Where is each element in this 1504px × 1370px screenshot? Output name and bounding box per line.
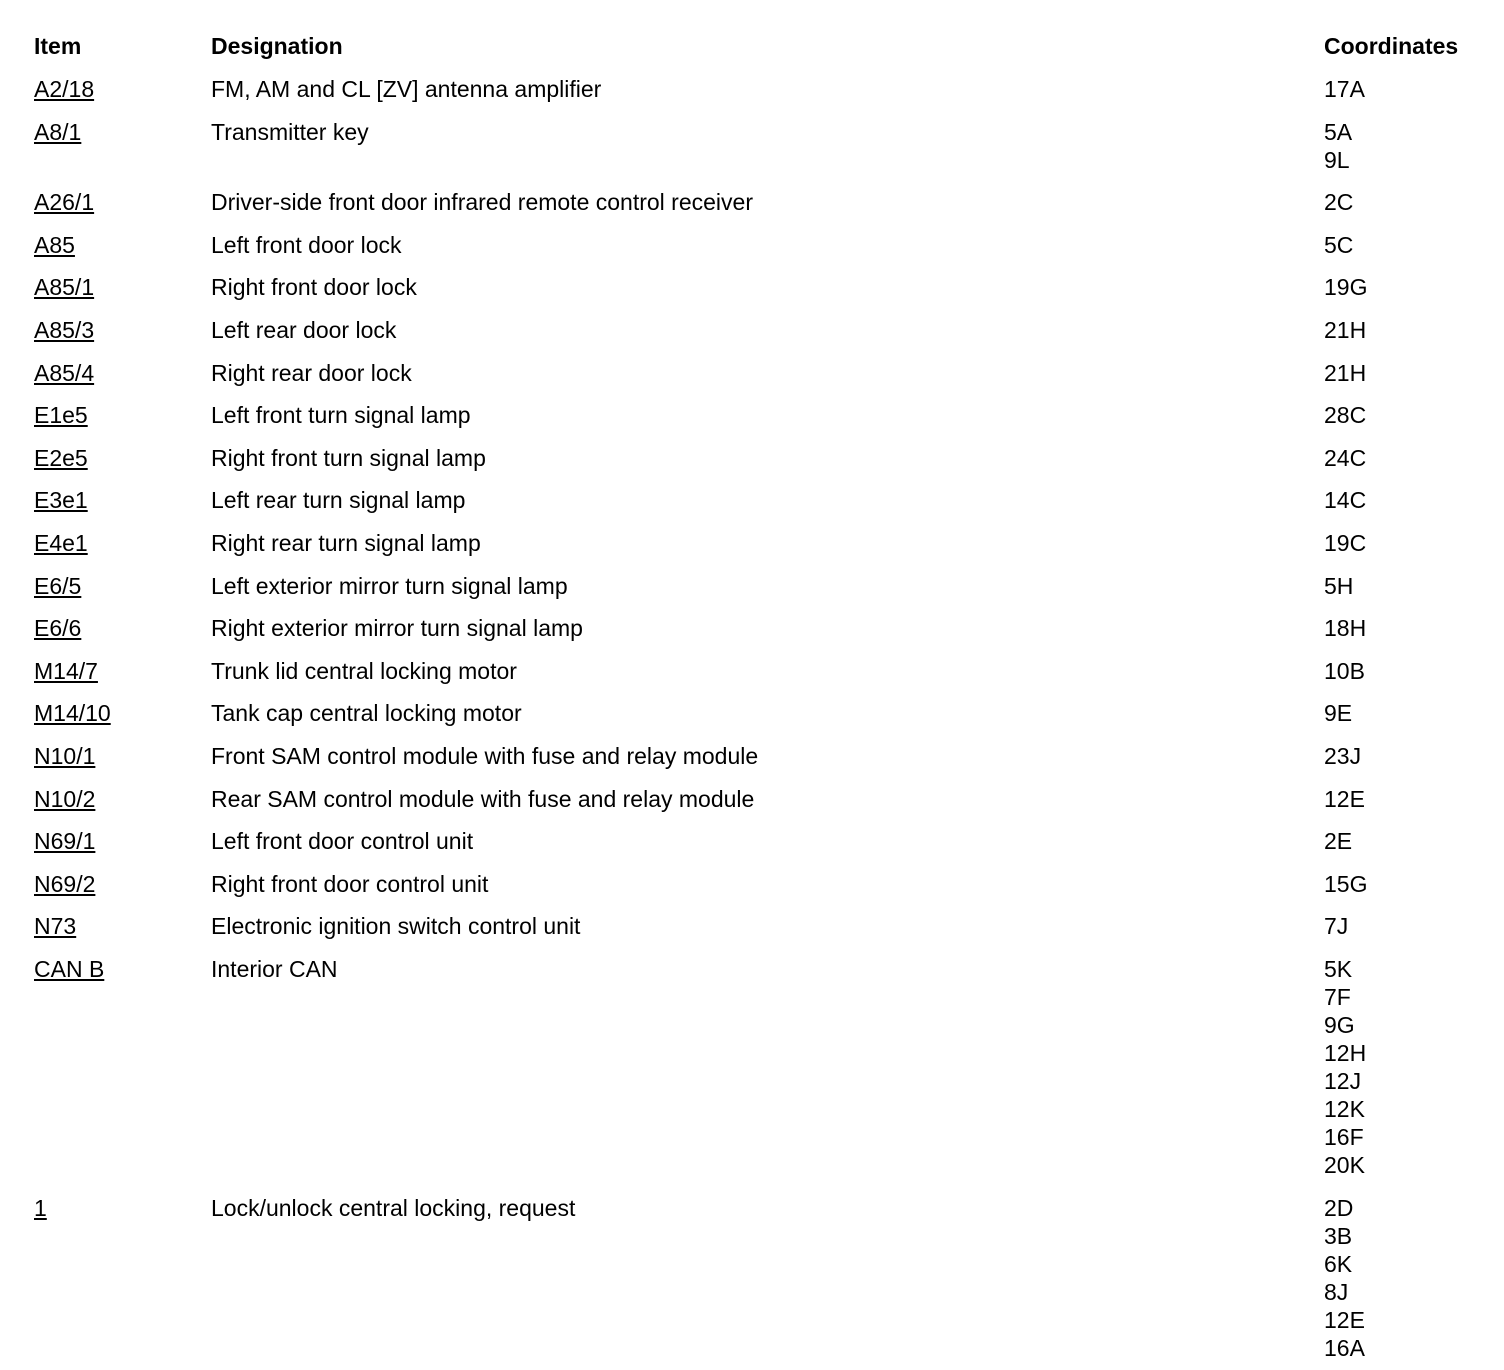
designation-text: Right front turn signal lamp: [211, 444, 486, 471]
item-link[interactable]: N10/2: [34, 785, 96, 812]
coordinates-list: [1324, 614, 1366, 642]
coordinate-value: 10B: [1324, 657, 1365, 684]
coordinates-list: [1324, 870, 1367, 898]
coordinate-value: 7J: [1324, 913, 1349, 940]
coordinate-value: 23J: [1324, 743, 1362, 769]
coordinates-list: [1324, 75, 1365, 103]
coordinates-list: [1324, 316, 1366, 344]
header-coordinates: Coordinates: [1324, 33, 1459, 59]
coordinate-value: 2C: [1324, 189, 1354, 216]
coordinate-value: 5A: [1324, 118, 1353, 145]
coordinates-list: [1324, 785, 1365, 813]
coordinates-list: [1324, 1194, 1365, 1362]
coordinates-list: [1324, 699, 1352, 727]
header-item: Item: [34, 33, 82, 59]
coordinate-value: 28C: [1324, 402, 1367, 429]
header-designation: Designation: [211, 33, 343, 59]
coordinate-value: 12E: [1324, 785, 1365, 812]
item-link[interactable]: N69/1: [34, 828, 96, 855]
coordinate-value: 3B: [1324, 1222, 1353, 1249]
coordinate-value: 20K: [1324, 1152, 1365, 1178]
item-link[interactable]: A85: [34, 231, 75, 258]
designation-text: Left front turn signal lamp: [211, 402, 471, 429]
item-link[interactable]: E4e1: [34, 530, 88, 556]
item-link[interactable]: A26/1: [34, 189, 95, 216]
coordinate-value: 5H: [1324, 572, 1354, 599]
coordinate-value: 15G: [1324, 870, 1368, 897]
coordinate-value: 5K: [1324, 956, 1353, 982]
designation-text: Electronic ignition switch control unit: [211, 913, 581, 940]
item-link[interactable]: N10/1: [34, 743, 96, 769]
coordinates-list: [1324, 273, 1367, 301]
item-link[interactable]: N73: [34, 913, 77, 940]
coordinate-value: 21H: [1324, 359, 1367, 386]
designation-text: Left front door control unit: [211, 828, 474, 855]
item-link[interactable]: A85/3: [34, 317, 95, 343]
designation-text: Right front door control unit: [211, 870, 489, 897]
coordinate-value: 14C: [1324, 487, 1367, 514]
coordinate-value: 12H: [1324, 1040, 1367, 1066]
item-link[interactable]: E3e1: [34, 487, 88, 514]
coordinate-value: 5C: [1324, 231, 1354, 258]
coordinate-value: 2E: [1324, 828, 1353, 855]
designation-text: Left front door lock: [211, 231, 402, 258]
coordinates-list: [1324, 912, 1348, 940]
designation-text: Left rear door lock: [211, 317, 397, 343]
item-link[interactable]: M14/7: [34, 657, 98, 684]
item-link[interactable]: A2/18: [34, 76, 95, 102]
coordinates-list: [1324, 827, 1352, 855]
coordinate-value: 12K: [1324, 1096, 1365, 1122]
coordinate-value: 8J: [1324, 1278, 1349, 1305]
designation-text: Driver-side front door infrared remote control receiver: [211, 189, 753, 216]
coordinate-value: 9L: [1324, 146, 1350, 173]
coordinates-list: [1324, 955, 1366, 1179]
coordinate-value: 19C: [1324, 530, 1367, 556]
coordinates-list: [1324, 118, 1352, 174]
coordinate-value: 9G: [1324, 1012, 1355, 1038]
coordinate-value: 6K: [1324, 1250, 1353, 1277]
coordinate-value: 18H: [1324, 615, 1367, 642]
designation-text: Right rear turn signal lamp: [211, 530, 481, 556]
designation-text: Right rear door lock: [211, 359, 412, 386]
coordinates-list: [1324, 401, 1366, 429]
coordinate-value: 16A: [1324, 1334, 1365, 1361]
item-link[interactable]: E6/5: [34, 572, 82, 599]
designation-text: Interior CAN: [211, 956, 338, 982]
designation-text: Transmitter key: [211, 118, 369, 145]
designation-text: Right exterior mirror turn signal lamp: [211, 615, 583, 642]
item-link[interactable]: 1: [34, 1194, 47, 1221]
coordinates-list: [1324, 486, 1366, 514]
coordinate-value: 24C: [1324, 444, 1367, 471]
coordinate-value: 12E: [1324, 1306, 1365, 1333]
item-link[interactable]: E6/6: [34, 615, 82, 642]
designation-text: Lock/unlock central locking, request: [211, 1194, 576, 1221]
item-link[interactable]: N69/2: [34, 870, 96, 897]
item-link[interactable]: A85/4: [34, 359, 95, 386]
coordinates-list: [1324, 444, 1366, 472]
coordinate-value: 2D: [1324, 1194, 1354, 1221]
item-link[interactable]: E2e5: [34, 444, 88, 471]
coordinates-list: [1324, 188, 1353, 216]
coordinate-value: 17A: [1324, 76, 1365, 102]
coordinates-list: [1324, 529, 1366, 557]
item-link[interactable]: E1e5: [34, 402, 88, 429]
coordinate-value: 19G: [1324, 274, 1368, 301]
designation-text: Rear SAM control module with fuse and relay module: [211, 785, 755, 812]
coordinates-list: [1324, 231, 1353, 259]
coordinate-value: 21H: [1324, 317, 1367, 343]
designation-text: Trunk lid central locking motor: [211, 657, 517, 684]
designation-text: Tank cap central locking motor: [211, 700, 522, 727]
coordinate-value: 16F: [1324, 1124, 1364, 1150]
coordinate-value: 7F: [1324, 984, 1351, 1010]
designation-text: Left exterior mirror turn signal lamp: [211, 572, 568, 599]
coordinates-list: [1324, 742, 1361, 770]
coordinates-list: [1324, 359, 1366, 387]
coordinates-list: [1324, 572, 1353, 600]
item-link[interactable]: A8/1: [34, 118, 82, 145]
coordinates-list: [1324, 657, 1365, 685]
coordinate-value: 12J: [1324, 1068, 1362, 1094]
designation-text: Left rear turn signal lamp: [211, 487, 466, 514]
item-link[interactable]: M14/10: [34, 700, 111, 727]
designation-text: FM, AM and CL [ZV] antenna amplifier: [211, 76, 602, 102]
designation-text: Front SAM control module with fuse and relay module: [211, 743, 759, 769]
item-link[interactable]: CAN B: [34, 956, 105, 982]
designation-text: Right front door lock: [211, 274, 417, 301]
coordinate-value: 9E: [1324, 700, 1353, 727]
item-link[interactable]: A85/1: [34, 274, 95, 301]
